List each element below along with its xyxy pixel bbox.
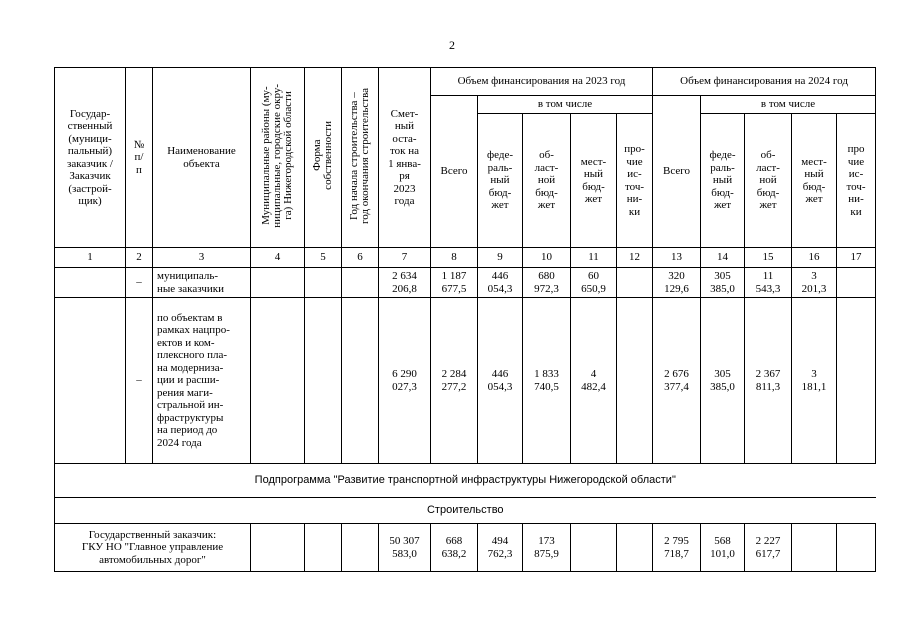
cell: – — [126, 268, 153, 298]
header-years-text: Год начала строительства – год окончания строительства — [348, 87, 371, 224]
cell — [251, 268, 305, 298]
column-numbers-row — [55, 248, 876, 268]
cell — [342, 298, 379, 464]
cell-value: 305 385,0 — [701, 268, 745, 298]
header-total-2024: Всего — [653, 96, 701, 248]
header-estimate: Смет- ный оста- ток на 1 янва- ря 2023 года — [379, 68, 431, 248]
cell-value — [837, 268, 876, 298]
cell-value: 6 290 027,3 — [379, 298, 431, 464]
table-row — [55, 268, 876, 298]
header-ownership — [305, 68, 342, 248]
column-number: 15 — [745, 248, 792, 268]
table-row — [55, 298, 876, 464]
cell — [342, 524, 379, 572]
column-number: 6 — [342, 248, 379, 268]
column-number: 3 — [153, 248, 251, 268]
header-districts — [251, 68, 305, 248]
header-years — [342, 68, 379, 248]
header-fin-2023: Объем финансирования на 2023 год — [431, 68, 653, 96]
cell-value — [837, 298, 876, 464]
column-number: 8 — [431, 248, 478, 268]
cell-value: 4 482,4 — [571, 298, 617, 464]
cell-value: 1 833 740,5 — [523, 298, 571, 464]
cell-value: 2 795 718,7 — [653, 524, 701, 572]
page-number: 2 — [449, 38, 455, 52]
cell-value: 1 187 677,5 — [431, 268, 478, 298]
cell-value: 3 181,1 — [792, 298, 837, 464]
header-including-2024: в том числе — [701, 96, 876, 114]
header-regional-2023: об- ласт- ной бюд- жет — [523, 114, 571, 248]
cell-value: 320 129,6 — [653, 268, 701, 298]
column-number: 1 — [55, 248, 126, 268]
cell-value: 2 367 811,3 — [745, 298, 792, 464]
column-number: 2 — [126, 248, 153, 268]
cell-value: 305 385,0 — [701, 298, 745, 464]
cell — [55, 298, 126, 464]
header-other-2024: про чие ис- точ- ни- ки — [837, 114, 876, 248]
cell-value: 494 762,3 — [478, 524, 523, 572]
header-federal-2023: феде- раль- ный бюд- жет — [478, 114, 523, 248]
cell — [305, 298, 342, 464]
cell-value: 11 543,3 — [745, 268, 792, 298]
header-ownership-text: Форма собственности — [311, 121, 334, 191]
header-districts-text: Муниципальные районы (му- ниципальные, городские окру- га) Нижегородской области — [260, 83, 294, 228]
header-customer: Государ- ственный (муници- пальный) заказчик / Заказчик (застрой- щик) — [55, 68, 126, 248]
cell-value: 3 201,3 — [792, 268, 837, 298]
header-fin-2024: Объем финансирования на 2024 год — [653, 68, 876, 96]
cell: – — [126, 298, 153, 464]
cell-value: 60 650,9 — [571, 268, 617, 298]
financing-table — [54, 67, 876, 572]
cell-value: 2 227 617,7 — [745, 524, 792, 572]
table-row — [55, 524, 876, 572]
cell — [342, 268, 379, 298]
cell — [55, 268, 126, 298]
cell-value: 2 634 206,8 — [379, 268, 431, 298]
header-including-2023: в том числе — [478, 96, 653, 114]
cell — [305, 268, 342, 298]
cell — [251, 298, 305, 464]
header-federal-2024: феде- раль- ный бюд- жет — [701, 114, 745, 248]
construction-title: Строительство — [55, 498, 876, 524]
header-nn: № п/ п — [126, 68, 153, 248]
column-number: 14 — [701, 248, 745, 268]
subprogram-title: Подпрограмма "Развитие транспортной инфраструктуры Нижегородской области" — [55, 464, 876, 498]
cell-object-name: по объектам в рамках нацпро- ектов и ком- плексного пла- на модерниза- ции и расши- рения маги- стральной ин- фраструктуры на период до 2024 года — [153, 298, 251, 464]
column-number: 13 — [653, 248, 701, 268]
cell-value — [617, 524, 653, 572]
column-number: 12 — [617, 248, 653, 268]
header-total-2023: Всего — [431, 96, 478, 248]
cell-value: 2 284 277,2 — [431, 298, 478, 464]
column-number: 7 — [379, 248, 431, 268]
cell-value: 446 054,3 — [478, 268, 523, 298]
column-number: 10 — [523, 248, 571, 268]
cell-value — [617, 298, 653, 464]
cell-value: 668 638,2 — [431, 524, 478, 572]
header-object-name: Наименование объекта — [153, 68, 251, 248]
cell — [305, 524, 342, 572]
cell-value: 2 676 377,4 — [653, 298, 701, 464]
cell-value: 680 972,3 — [523, 268, 571, 298]
column-number: 4 — [251, 248, 305, 268]
cell — [251, 524, 305, 572]
column-number: 9 — [478, 248, 523, 268]
header-other-2023: про- чие ис- точ- ни- ки — [617, 114, 653, 248]
column-number: 16 — [792, 248, 837, 268]
cell-state-customer: Государственный заказчик: ГКУ НО "Главное управление автомобильных дорог" — [55, 524, 251, 572]
cell-value: 173 875,9 — [523, 524, 571, 572]
cell-value — [617, 268, 653, 298]
cell-value: 446 054,3 — [478, 298, 523, 464]
cell-value: 50 307 583,0 — [379, 524, 431, 572]
cell-value — [837, 524, 876, 572]
cell-value — [571, 524, 617, 572]
column-number: 17 — [837, 248, 876, 268]
header-regional-2024: об- ласт- ной бюд- жет — [745, 114, 792, 248]
column-number: 5 — [305, 248, 342, 268]
header-local-2023: мест- ный бюд- жет — [571, 114, 617, 248]
cell-value — [792, 524, 837, 572]
cell-value: 568 101,0 — [701, 524, 745, 572]
column-number: 11 — [571, 248, 617, 268]
header-local-2024: мест- ный бюд- жет — [792, 114, 837, 248]
cell-object-name: муниципаль- ные заказчики — [153, 268, 251, 298]
